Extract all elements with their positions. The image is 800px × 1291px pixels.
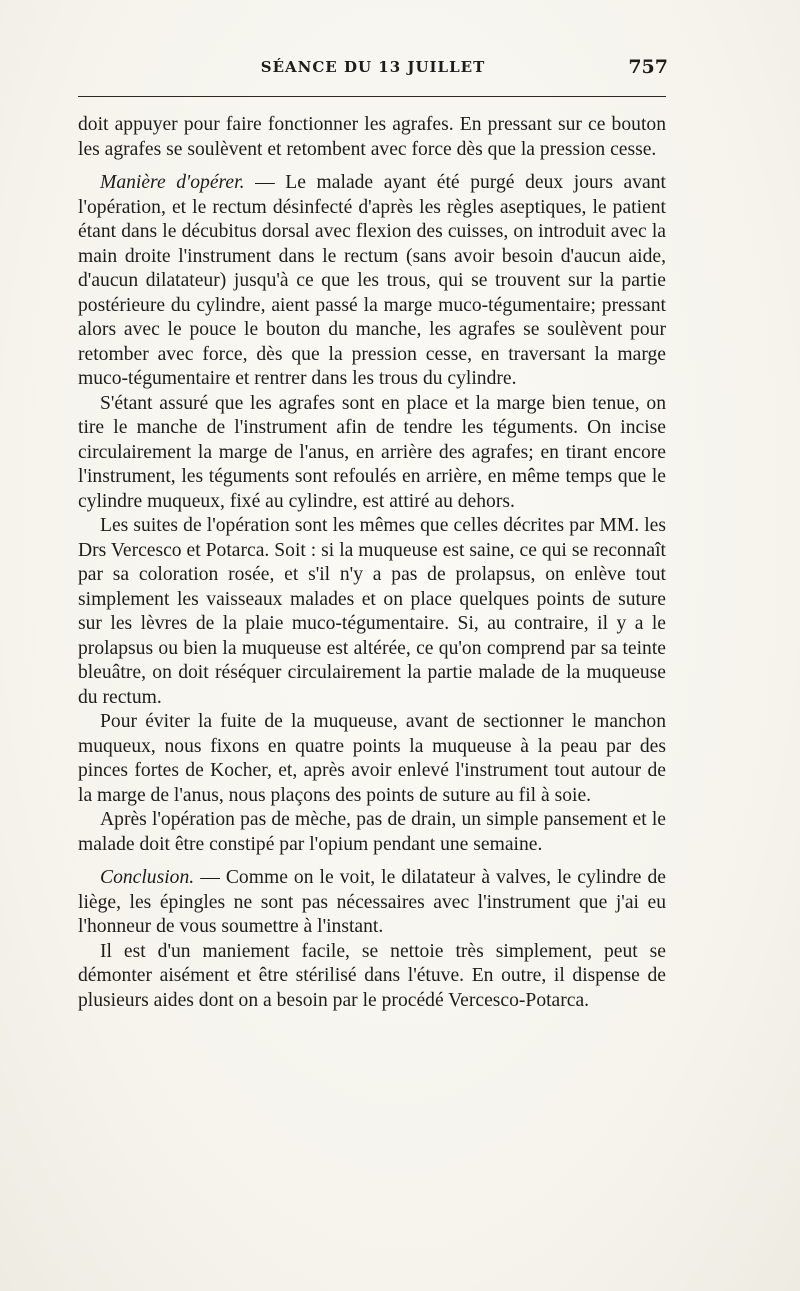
paragraph-text: S'étant assuré que les agrafes sont en place et la marge bien tenue, on tire le manche de l'instrument afin de tendre les téguments. On incise circulairement la marge de l'anus, en arrière des agrafes; en tirant encore l'instrument, les téguments sont refoulés en arrière, en même temps que le cylindre muqueux, fixé au cylindre, est attiré au dehors. [78, 392, 666, 512]
paragraph [78, 392, 666, 515]
paragraph [78, 113, 666, 162]
paragraph-text: Les suites de l'opération sont les mêmes que celles décrites par MM. les Drs Vercesco et Potarca. Soit : si la muqueuse est saine, ce qui se reconnaît par sa coloration rosée, et s'il n'y a pas de prolapsus, on enlève tout simplement les vaisseaux malades et on place quelques points de suture sur les lèvres de la plaie muco-tégumentaire. Si, au contraire, il y a le prolapsus ou bien la muqueuse est altérée, ce qu'on comprend par sa teinte bleuâtre, on doit réséquer circulairement la partie malade de la muqueuse du rectum. [78, 515, 666, 708]
page-number: 757 [628, 56, 668, 78]
paragraph-text: — Comme on le voit, le dilatateur à valves, le cylindre de liège, les épingles ne sont pas nécessaires avec l'instrument que j'ai eu l'honneur de vous soumettre à l'instant. [78, 867, 666, 937]
paragraph-text: Il est d'un maniement facile, se nettoie très simplement, peut se démonter aisément et être stérilisé dans l'étuve. En outre, il dispense de plusieurs aides dont on a besoin par le procédé Vercesco-Potarca. [78, 940, 666, 1011]
paragraph [78, 514, 666, 710]
paragraph [78, 940, 666, 1014]
paragraph [78, 171, 666, 392]
paragraph [78, 866, 666, 940]
section-heading: Conclusion. [100, 867, 195, 888]
paragraph [78, 710, 666, 808]
running-header [78, 56, 668, 82]
section-heading: Manière d'opérer. [100, 172, 245, 193]
body-text [78, 113, 666, 1013]
paragraph-text: — Le malade ayant été purgé deux jours avant l'opération, et le rectum désinfecté d'après les règles aseptiques, le patient étant dans le décubitus dorsal avec flexion des cuisses, on introduit avec la main droite l'instrument dans le rectum (sans avoir besoin d'aucun aide, d'aucun dilatateur) jusqu'à ce que les trous, qui se trouvent sur la partie postérieure du cylindre, aient passé la marge muco-tégumentaire; pressant alors avec le pouce le bouton du manche, les agrafes se soulèvent pour retomber avec force, dès que la pression cesse, en traversant la marge muco-tégumentaire et rentrer dans les trous du cylindre. [78, 172, 666, 389]
paragraph [78, 808, 666, 857]
paragraph-text: doit appuyer pour faire fonctionner les agrafes. En pressant sur ce bouton les agrafes se soulèvent et retombent avec force dès que la pression cesse. [78, 114, 666, 160]
header-rule [78, 96, 666, 97]
running-title: SÉANCE DU 13 JUILLET [260, 58, 486, 76]
paragraph-text: Après l'opération pas de mèche, pas de drain, un simple pansement et le malade doit être constipé par l'opium pendant une semaine. [78, 809, 666, 855]
paragraph-text: Pour éviter la fuite de la muqueuse, avant de sectionner le manchon muqueux, nous fixons en quatre points la muqueuse à la peau par des pinces fortes de Kocher, et, après avoir enlevé l'instrument tout autour de la marge de l'anus, nous plaçons des points de suture au fil à soie. [78, 711, 666, 806]
